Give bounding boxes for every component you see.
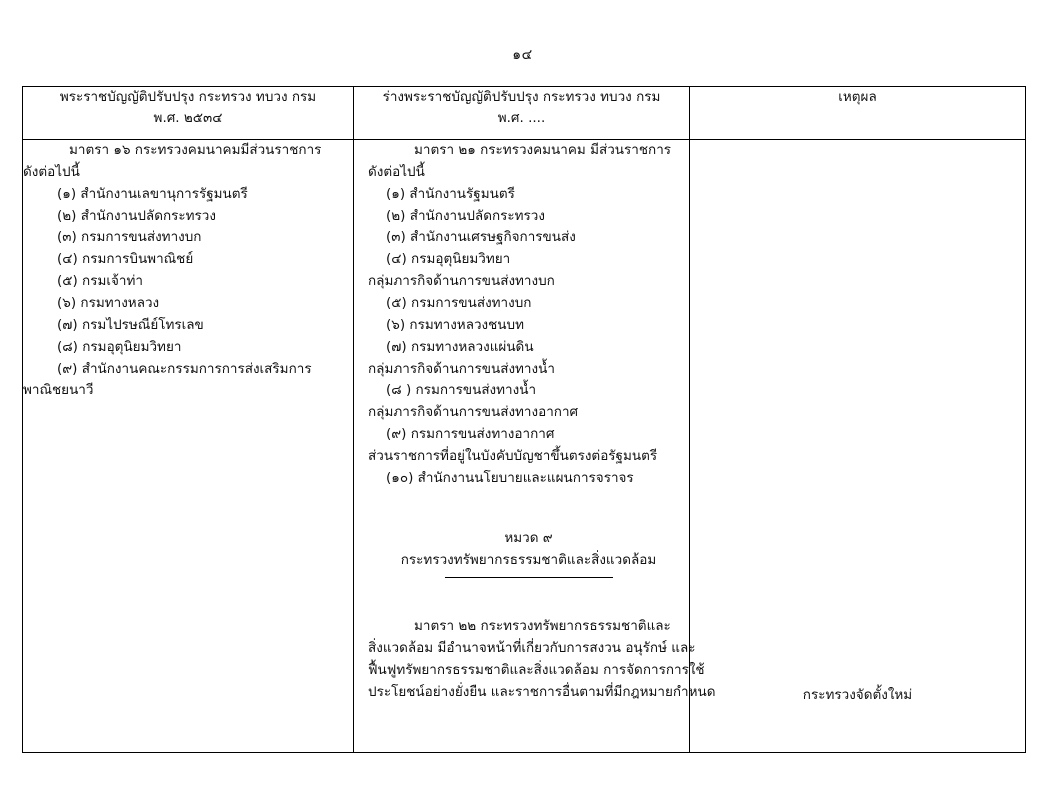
spacer xyxy=(368,578,689,616)
text-line: ดังต่อไปนี้ xyxy=(23,163,80,180)
header-line-1: พระราชบัญญัติปรับปรุง กระทรวง ทบวง กรม xyxy=(59,89,317,105)
text-line: (๙) สำนักงานคณะกรรมการการส่งเสริมการ xyxy=(57,360,312,377)
page-number: ๑๔ xyxy=(512,47,533,63)
text-line: (๘) กรมอุตุนิยมวิทยา xyxy=(57,338,182,355)
chapter-heading-line-1: หมวด ๙ xyxy=(504,529,553,546)
text-line: (๖) กรมทางหลวงชนบท xyxy=(386,316,524,333)
chapter-heading-line-2: กระทรวงทรัพยากรธรรมชาติและสิ่งแวดล้อม xyxy=(400,551,657,568)
text-line: (๑๐) สำนักงานนโยบายและแผนการจราจร xyxy=(386,469,634,486)
header-line-1: เหตุผล xyxy=(838,89,877,105)
comparison-table xyxy=(22,86,1026,753)
text-line: กลุ่มภารกิจด้านการขนส่งทางอากาศ xyxy=(368,404,579,421)
reason-text: กระทรวงจัดตั้งใหม่ xyxy=(802,687,913,703)
text-line: (๗) กรมไปรษณีย์โทรเลข xyxy=(57,316,204,333)
spacer xyxy=(368,490,689,528)
text-line: กลุ่มภารกิจด้านการขนส่งทางน้ำ xyxy=(368,360,555,377)
text-line: มาตรา ๒๑ กระทรวงคมนาคม มีส่วนราชการ xyxy=(414,142,672,158)
text-line: พาณิชยนาวี xyxy=(23,382,94,399)
text-line: (๕) กรมเจ้าท่า xyxy=(57,273,143,290)
table-header xyxy=(23,87,1026,140)
text-line: มาตรา ๒๒ กระทรวงทรัพยากรธรรมชาติและ xyxy=(414,618,671,635)
cell-draft-act xyxy=(354,140,716,753)
header-line-2: พ.ศ. ๒๕๓๔ xyxy=(153,109,223,126)
text-line: ส่วนราชการที่อยู่ในบังคับบัญชาขึ้นตรงต่อรัฐมนตรี xyxy=(368,448,658,465)
header-cell-existing-act xyxy=(23,87,354,140)
text-line: (๓) กรมการขนส่งทางบก xyxy=(57,229,202,246)
text-line: (๑) สำนักงานรัฐมนตรี xyxy=(386,185,515,202)
table-row xyxy=(23,140,1026,753)
text-line: (๙) กรมการขนส่งทางอากาศ xyxy=(386,426,555,443)
text-line: (๔) กรมอุตุนิยมวิทยา xyxy=(386,251,511,268)
header-line-1: ร่างพระราชบัญญัติปรับปรุง กระทรวง ทบวง กรม xyxy=(382,89,661,105)
text-line: มาตรา ๑๖ กระทรวงคมนาคมมีส่วนราชการ xyxy=(69,142,322,158)
cell-reason xyxy=(690,140,1026,753)
text-line: ดังต่อไปนี้ xyxy=(368,163,425,180)
table-header-row xyxy=(23,87,1026,140)
table-body xyxy=(23,140,1026,753)
text-line: (๗) กรมทางหลวงแผ่นดิน xyxy=(386,338,534,355)
text-line: (๖) กรมทางหลวง xyxy=(57,295,160,312)
text-line: (๒) สำนักงานปลัดกระทรวง xyxy=(386,207,545,224)
text-line: (๔) กรมการบินพาณิชย์ xyxy=(57,251,194,268)
text-line: (๘ ) กรมการขนส่งทางน้ำ xyxy=(386,382,537,399)
text-line: (๕) กรมการขนส่งทางบก xyxy=(386,295,532,312)
header-line-2: พ.ศ. .... xyxy=(497,109,546,126)
cell-existing-act xyxy=(23,140,354,753)
text-line: กลุ่มภารกิจด้านการขนส่งทางบก xyxy=(368,273,555,290)
text-line: (๓) สำนักงานเศรษฐกิจการขนส่ง xyxy=(386,229,576,246)
header-cell-draft-act xyxy=(354,87,690,140)
text-line: สิ่งแวดล้อม มีอำนาจหน้าที่เกี่ยวกับการสงวน อนุรักษ์ และ xyxy=(368,640,696,657)
text-line: (๒) สำนักงานปลัดกระทรวง xyxy=(57,207,216,224)
header-cell-reason xyxy=(690,87,1026,140)
text-line: (๑) สำนักงานเลขานุการรัฐมนตรี xyxy=(57,185,248,202)
text-line: ประโยชน์อย่างยั่งยืน และราชการอื่นตามที่มีกฎหมายกำหนด xyxy=(368,684,716,701)
text-line: ฟื้นฟูทรัพยากรธรรมชาติและสิ่งแวดล้อม การจัดการการใช้ xyxy=(368,662,705,679)
